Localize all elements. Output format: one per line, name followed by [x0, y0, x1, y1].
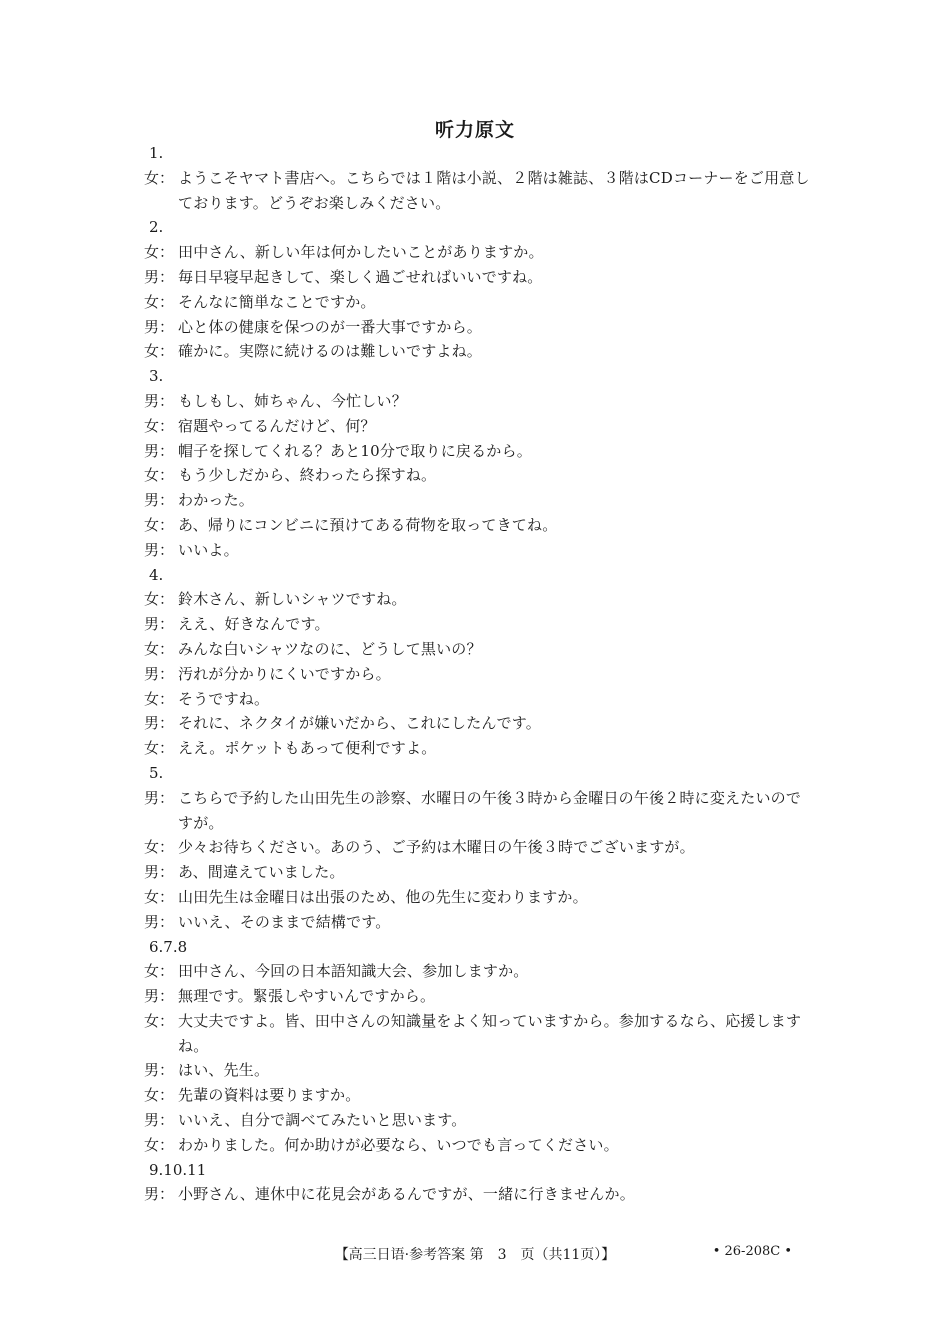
section-number: 5.	[149, 763, 164, 782]
dialogue-line	[144, 240, 812, 265]
dialogue-line	[144, 1133, 812, 1158]
speech-text: 宿題やってるんだけど、何？	[178, 416, 376, 435]
speech-text: 少々お待ちください。あのう、ご予約は木曜日の午後３時でございますが。	[178, 838, 695, 857]
speech-text: ええ、好きなんです。	[178, 615, 330, 634]
speaker-label: 男：	[144, 912, 175, 931]
speaker-label: 男：	[144, 788, 175, 807]
speaker-label: 女：	[144, 1011, 175, 1030]
speaker-label: 女：	[144, 168, 175, 187]
dialogue-line	[144, 166, 812, 216]
dialogue-line	[144, 612, 812, 637]
speaker-label: 女：	[144, 515, 175, 534]
speaker-label: 男：	[144, 615, 175, 634]
dialogue-line	[144, 1108, 812, 1133]
section-number: 3.	[149, 367, 164, 386]
dialogue-line	[144, 984, 812, 1009]
page-title: 听力原文	[434, 119, 515, 141]
dialogue-line	[144, 339, 812, 364]
speaker-label: 男：	[144, 540, 175, 559]
speech-text: 無理です。緊張しやすいんですから。	[178, 987, 436, 1006]
speech-text: 山田先生は金曜日は出張のため、他の先生に変わりますか。	[178, 887, 588, 906]
speaker-label: 男：	[144, 664, 175, 683]
speaker-label: 女：	[144, 962, 175, 981]
speech-text: あ、帰りにコンビニに預けてある荷物を取ってきてね。	[178, 515, 558, 534]
speech-text: 心と体の健康を保つのが一番大事ですから。	[178, 317, 483, 336]
speech-text: もしもし、姉ちゃん、今忙しい？	[178, 391, 407, 410]
speaker-label: 女：	[144, 416, 175, 435]
dialogue-line	[144, 687, 812, 712]
document-code: • 26-208C •	[712, 1244, 792, 1259]
speech-text: いいえ、自分で調べてみたいと思います。	[178, 1111, 467, 1130]
speaker-label: 女：	[144, 466, 175, 485]
speaker-label: 女：	[144, 342, 175, 361]
dialogue-line	[144, 860, 812, 885]
dialogue-line	[144, 1058, 812, 1083]
dialogue-line	[144, 637, 812, 662]
speech-text: 先輩の資料は要りますか。	[178, 1086, 361, 1105]
speaker-label: 女：	[144, 739, 175, 758]
speech-text: わかった。	[178, 491, 255, 510]
speech-text: 帽子を探してくれる？あと10分で取りに戻るから。	[178, 441, 532, 460]
speaker-label: 男：	[144, 491, 175, 510]
dialogue-line	[144, 389, 812, 414]
speaker-label: 男：	[144, 267, 175, 286]
speaker-label: 女：	[144, 1086, 175, 1105]
dialogue-line	[144, 910, 812, 935]
dialogue-line	[144, 587, 812, 612]
dialogue-line	[144, 414, 812, 439]
dialogue-line	[144, 786, 812, 836]
dialogue-line	[144, 538, 812, 563]
dialogue-line	[144, 488, 812, 513]
speaker-label: 男：	[144, 714, 175, 733]
dialogue-line	[144, 265, 812, 290]
speaker-label: 女：	[144, 887, 175, 906]
dialogue-line	[144, 315, 812, 340]
dialogue-line	[144, 711, 812, 736]
section-number: 2.	[149, 218, 164, 237]
speaker-label: 男：	[144, 441, 175, 460]
dialogue-line	[144, 885, 812, 910]
section-number: 9.10.11	[149, 1160, 207, 1179]
speech-text: 毎日早寝早起きして、楽しく過ごせればいいですね。	[178, 267, 543, 286]
speech-text: いいえ、そのままで結構です。	[178, 912, 391, 931]
dialogue-line	[144, 1009, 812, 1059]
speaker-label: 男：	[144, 391, 175, 410]
section-number: 4.	[149, 565, 164, 584]
speech-text: みんな白いシャツなのに、どうして黒いの？	[178, 639, 482, 658]
speaker-label: 男：	[144, 1061, 175, 1080]
speaker-label: 男：	[144, 987, 175, 1006]
speech-text: もう少しだから、終わったら探すね。	[178, 466, 437, 485]
dialogue-line	[144, 1083, 812, 1108]
speaker-label: 男：	[144, 1111, 175, 1130]
dialogue-line	[144, 736, 812, 761]
dialogue-line	[144, 835, 812, 860]
dialogue-line	[144, 439, 812, 464]
speaker-label: 男：	[144, 317, 175, 336]
speech-text: ようこそヤマト書店へ。こちらでは１階は小説、２階は雑誌、３階はCDコーナーをご用意しております。どうぞお楽しみください。	[178, 168, 810, 212]
dialogue-line	[144, 1182, 812, 1207]
speech-text: 鈴木さん、新しいシャツですね。	[178, 590, 407, 609]
speaker-label: 女：	[144, 590, 175, 609]
speech-text: それに、ネクタイが嫌いだから、これにしたんです。	[178, 714, 542, 733]
speaker-label: 男：	[144, 863, 175, 882]
speech-text: 確かに。実際に続けるのは難しいですよね。	[178, 342, 483, 361]
speaker-label: 女：	[144, 292, 175, 311]
dialogue-line	[144, 290, 812, 315]
speaker-label: 女：	[144, 639, 175, 658]
speech-text: 大丈夫ですよ。皆、田中さんの知識量をよく知っていますから。参加するなら、応援しますね。	[178, 1011, 802, 1055]
dialogue-line	[144, 662, 812, 687]
speech-text: 田中さん、今回の日本語知識大会、参加しますか。	[178, 962, 529, 981]
dialogue-line	[144, 959, 812, 984]
speech-text: そんなに簡単なことですか。	[178, 292, 376, 311]
speaker-label: 女：	[144, 1135, 175, 1154]
dialogue-line	[144, 513, 812, 538]
section-number: 6.7.8	[149, 937, 188, 956]
speech-text: わかりました。何か助けが必要なら、いつでも言ってください。	[178, 1135, 619, 1154]
section-number: 1.	[149, 144, 164, 162]
dialogue-line	[144, 463, 812, 488]
page-footer: 【高三日语·参考答案 第 3 页（共11页）】	[334, 1247, 616, 1263]
speaker-label: 男：	[144, 1185, 175, 1204]
speech-text: 汚れが分かりにくいですから。	[178, 664, 391, 683]
speech-text: 田中さん、新しい年は何かしたいことがありますか。	[178, 243, 544, 262]
speech-text: こちらで予約した山田先生の診察、水曜日の午後３時から金曜日の午後２時に変えたいのですが。	[178, 788, 802, 832]
transcript-body	[144, 141, 812, 1207]
speaker-label: 女：	[144, 689, 175, 708]
speech-text: 小野さん、連休中に花見会があるんですが、一緒に行きませんか。	[178, 1185, 635, 1204]
speech-text: そうですね。	[178, 689, 270, 708]
speaker-label: 女：	[144, 243, 175, 262]
speech-text: ええ。ポケットもあって便利ですよ。	[178, 739, 437, 758]
speaker-label: 女：	[144, 838, 175, 857]
speech-text: はい、先生。	[178, 1061, 270, 1080]
speech-text: いいよ。	[178, 540, 239, 559]
speech-text: あ、間違えていました。	[178, 863, 345, 882]
